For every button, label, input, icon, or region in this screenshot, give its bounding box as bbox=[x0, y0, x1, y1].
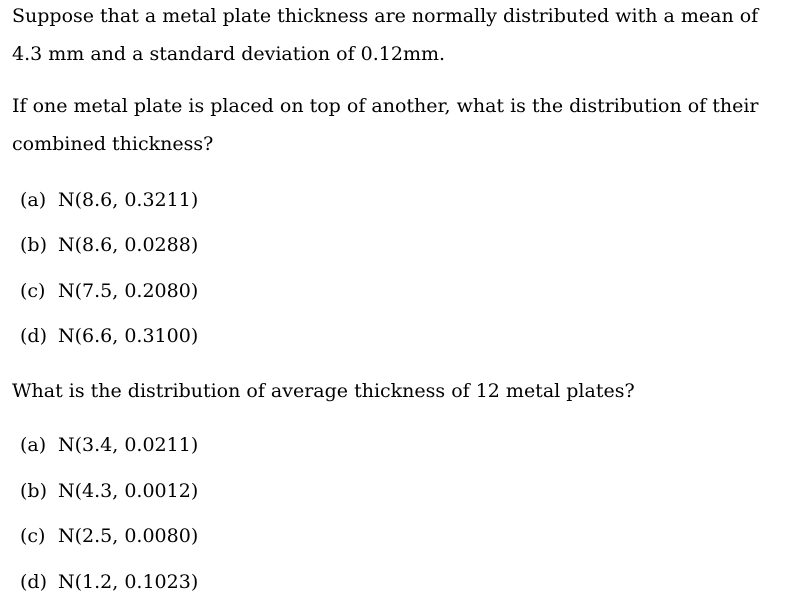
option-label: (b) bbox=[20, 480, 47, 502]
option-text: N(4.3, 0.0012) bbox=[58, 480, 199, 502]
question-2-text: What is the distribution of average thickness of 12 metal plates? bbox=[12, 380, 635, 402]
option-text: N(8.6, 0.0288) bbox=[58, 234, 199, 256]
option-label: (b) bbox=[20, 234, 47, 256]
intro-paragraph: Suppose that a metal plate thickness are normally distributed with a mean of 4.3 mm and a standard deviation of 0.12mm. bbox=[12, 5, 759, 65]
option-label: (d) bbox=[20, 571, 47, 593]
option-text: N(6.6, 0.3100) bbox=[58, 325, 199, 347]
option-label: (a) bbox=[20, 434, 47, 456]
question-1-option-d bbox=[20, 324, 198, 348]
option-label: (a) bbox=[20, 189, 47, 211]
option-text: N(8.6, 0.3211) bbox=[58, 189, 199, 211]
option-label: (d) bbox=[20, 325, 47, 347]
option-text: N(3.4, 0.0211) bbox=[58, 434, 199, 456]
option-text: N(1.2, 0.1023) bbox=[58, 571, 199, 593]
question-2-option-c bbox=[20, 524, 198, 548]
option-label: (c) bbox=[20, 525, 46, 547]
option-label: (c) bbox=[20, 280, 46, 302]
question-2-option-d bbox=[20, 570, 198, 594]
question-2-option-a bbox=[20, 433, 198, 457]
option-text: N(2.5, 0.0080) bbox=[58, 525, 199, 547]
question-1-option-a bbox=[20, 188, 198, 212]
option-text: N(7.5, 0.2080) bbox=[58, 280, 199, 302]
question-1-option-c bbox=[20, 279, 198, 303]
question-2-option-b bbox=[20, 479, 198, 503]
question-1-text: If one metal plate is placed on top of another, what is the distribution of their combined thickness? bbox=[12, 95, 759, 155]
question-1-option-b bbox=[20, 233, 198, 257]
